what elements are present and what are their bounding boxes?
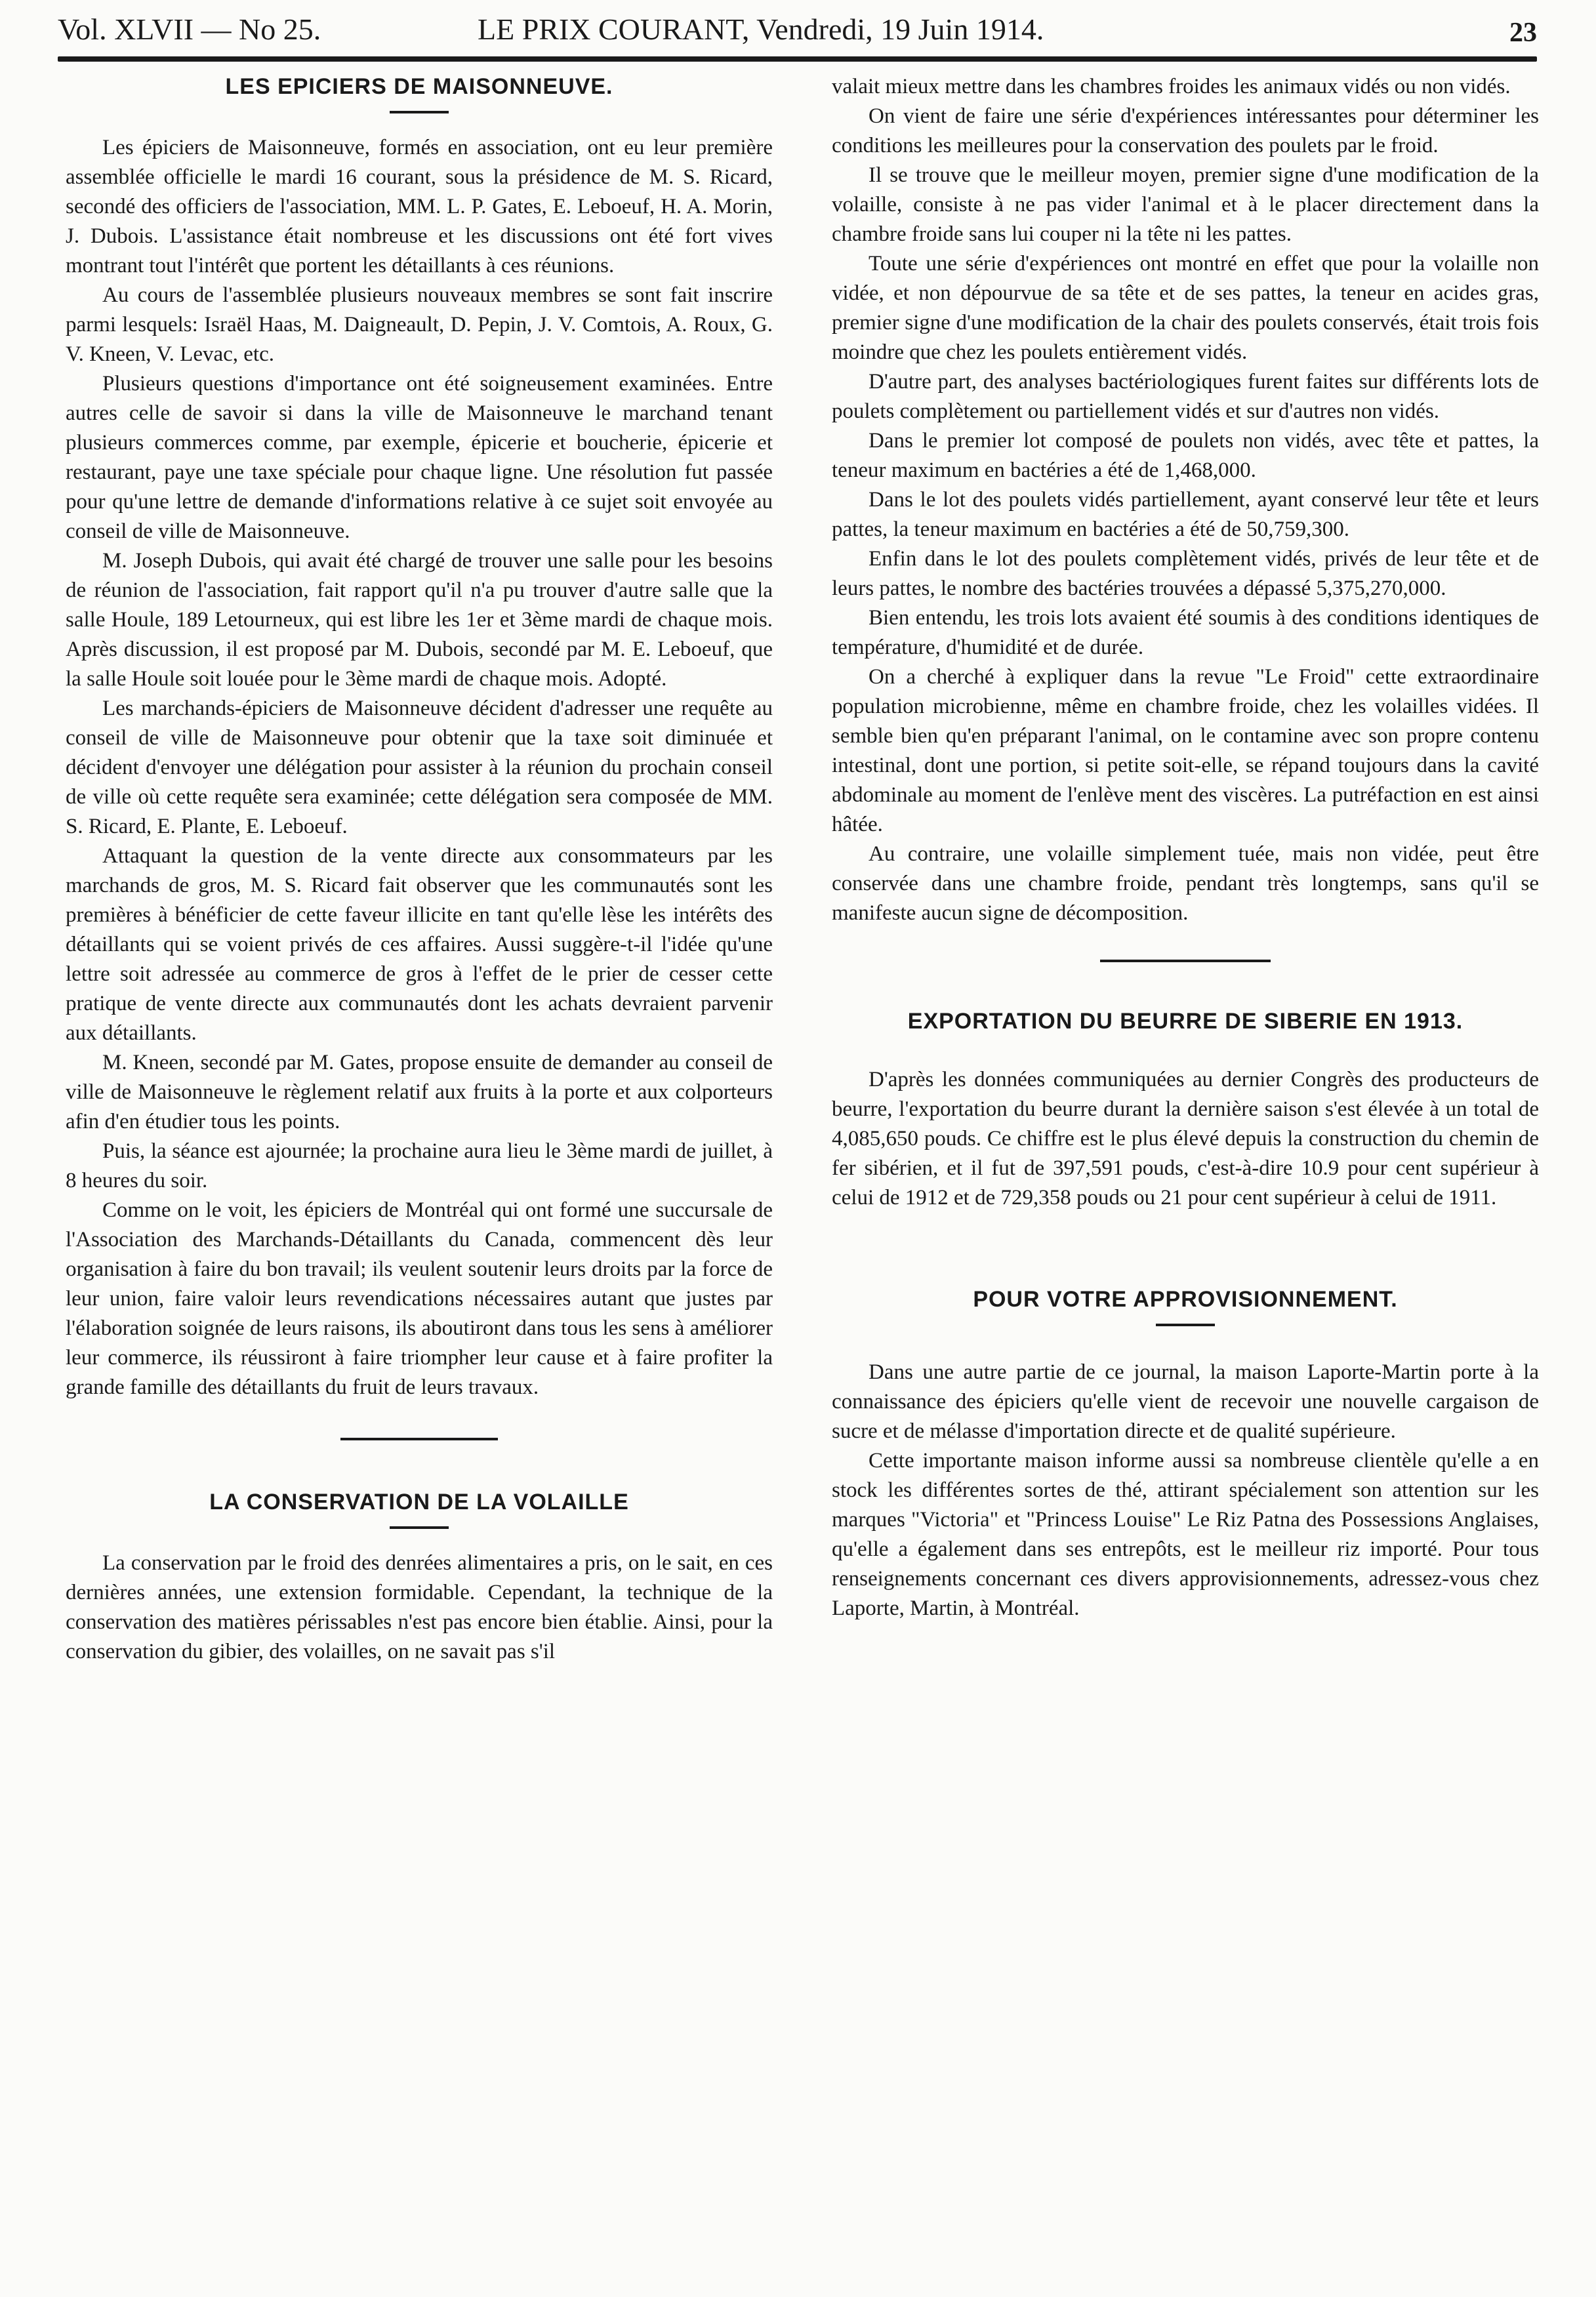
paragraph: Toute une série d'expériences ont montré en effet que pour la volaille non vidée, et non dépourvue de sa tête et de ses pattes, la teneur en acides gras, premier signe d'une modification de la chair des poulets conservés, était trois fois moindre que chez les poulets entièrement vidés. bbox=[832, 252, 1539, 364]
paragraph: Dans une autre partie de ce journal, la maison Laporte-Martin porte à la connaissance des épiciers qu'elle vient de recevoir une nouvelle cargaison de sucre et de mélasse d'importation directe et de qualité supérieure. bbox=[832, 1360, 1539, 1443]
paragraph: Cette importante maison informe aussi sa nombreuse clientèle qu'elle a en stock les différentes sortes de thé, attirant spécialement son attention sur les marques "Victoria" et "Princess Louise" Le Riz Patna des Possessions Anglaises, qu'elle a également dans ses entrepôts, est le meilleur riz importé. Pour tous renseignements concernant ces divers approvisionnements, adressez-vous chez Laporte, Martin, à Montréal. bbox=[832, 1449, 1539, 1620]
spacer bbox=[832, 1036, 1539, 1065]
article-title-beurre: EXPORTATION DU BEURRE DE SIBERIE EN 1913. bbox=[907, 1009, 1463, 1034]
paragraph-continued: valait mieux mettre dans les chambres froides les animaux vidés ou non vidés. bbox=[832, 75, 1511, 98]
paragraph: Puis, la séance est ajournée; la prochaine aura lieu le 3ème mardi de juillet, à 8 heures du soir. bbox=[66, 1139, 773, 1192]
paragraph: Au contraire, une volaille simplement tuée, mais non vidée, peut être conservée dans une chambre froide, pendant très longtemps, sans qu'il se manifeste aucun signe de décomposition. bbox=[832, 842, 1539, 925]
header-rule bbox=[58, 56, 1537, 62]
paragraph: Dans le lot des poulets vidés partiellement, ayant conservé leur tête et leurs pattes, la teneur maximum en bactéries a été de 50,759,300. bbox=[832, 488, 1539, 541]
title-underline bbox=[1156, 1324, 1215, 1326]
left-column bbox=[66, 72, 773, 1667]
paragraph: Attaquant la question de la vente directe aux consommateurs par les marchands de gros, M. S. Ricard fait observer que les communautés sont les premières à bénéficier de cette faveur illicite en tant qu'elle lèse les intérêts des détaillants qui se voient privés de ces affaires. Aussi suggère-t-il l'idée qu'une lettre soit adressée au commerce de gros à l'effet de le prier de cesser cette pratique de vente directe aux communautés dont les achats devraient parvenir aux détaillants. bbox=[66, 844, 773, 1045]
paragraph: Bien entendu, les trois lots avaient été soumis à des conditions identiques de température, d'humidité et de durée. bbox=[832, 606, 1539, 659]
paper-title-date: LE PRIX COURANT, Vendredi, 19 Juin 1914. bbox=[478, 12, 1044, 46]
volume-number: Vol. XLVII — No 25. bbox=[58, 12, 321, 46]
paragraph: D'après les données communiquées au dernier Congrès des producteurs de beurre, l'exportation du beurre durant la dernière saison s'est élevée à un total de 4,085,650 pouds. Ce chiffre est le plus élevé depuis la construction du chemin de fer sibérien, et il fut de 397,591 pouds, c'est-à-dire 10.9 pour cent supérieur à celui de 1912 et de 729,358 pouds ou 21 pour cent supérieur à celui de 1911. bbox=[832, 1068, 1539, 1209]
article-title-volaille: LA CONSERVATION DE LA VOLAILLE bbox=[209, 1490, 629, 1514]
paragraph: La conservation par le froid des denrées alimentaires a pris, on le sait, en ces dernières années, une extension formidable. Cependant, la technique de la conservation des matières périssables n'est pas encore bien établie. Ainsi, pour la conservation du gibier, des volailles, on ne savait pas s'il bbox=[66, 1551, 773, 1663]
title-underline bbox=[390, 111, 449, 113]
article-title-approvisionnement: POUR VOTRE APPROVISIONNEMENT. bbox=[973, 1287, 1398, 1312]
article-title-epiciers: LES EPICIERS DE MAISONNEUVE. bbox=[225, 74, 613, 99]
page-header bbox=[58, 12, 1537, 52]
spacer bbox=[832, 1213, 1539, 1285]
paragraph: Au cours de l'assemblée plusieurs nouveaux membres se sont fait inscrire parmi lesquels: Israël Haas, M. Daigneault, D. Pepin, J. V. Comtois, A. Roux, G. V. Kneen, V. Levac, etc. bbox=[66, 283, 773, 366]
section-separator bbox=[1100, 960, 1271, 962]
paragraph: Les épiciers de Maisonneuve, formés en association, ont eu leur première assemblée officielle le mardi 16 courant, sous la présidence de M. S. Ricard, secondé des officiers de l'association, MM. L. P. Gates, E. Leboeuf, H. A. Morin, J. Dubois. L'assistance était nombreuse et les discussions ont été fort vives montrant tout l'intérêt que portent les détaillants à ces réunions. bbox=[66, 136, 773, 277]
paragraph: M. Joseph Dubois, qui avait été chargé de trouver une salle pour les besoins de réunion de l'association, fait rapport qu'il n'a pu trouver d'autre salle que la salle Houle, 189 Letourneux, qui est libre les 1er et 3ème mardi de chaque mois. Après discussion, il est proposé par M. Dubois, secondé par M. E. Leboeuf, que la salle Houle soit louée pour le 3ème mardi de chaque mois. Adopté. bbox=[66, 549, 773, 691]
paragraph: Enfin dans le lot des poulets complètement vidés, privés de leur tête et de leurs pattes, le nombre des bactéries trouvées a dépassé 5,375,270,000. bbox=[832, 547, 1539, 600]
paragraph: On a cherché à expliquer dans la revue "Le Froid" cette extraordinaire population microbienne, même en chambre froide, chez les volailles vidées. Il semble bien qu'en préparant l'animal, on le contamine avec son propre contenu intestinal, dont une portion, si petite soit-elle, se répand toujours dans la cavité abdominale au moment de l'enlève ment des viscères. La putréfaction en est ainsi hâtée. bbox=[832, 665, 1539, 836]
title-underline bbox=[390, 1526, 449, 1529]
right-column bbox=[832, 72, 1539, 1623]
paragraph: Il se trouve que le meilleur moyen, premier signe d'une modification de la volaille, consiste à ne pas vider l'animal et à le placer directement dans la chambre froide sans lui couper ni la tête ni les pattes. bbox=[832, 163, 1539, 246]
paragraph: M. Kneen, secondé par M. Gates, propose ensuite de demander au conseil de ville de Maisonneuve le règlement relatif aux fruits à la porte et aux colporteurs afin d'en étudier tous les points. bbox=[66, 1051, 773, 1133]
paragraph: Les marchands-épiciers de Maisonneuve décident d'adresser une requête au conseil de ville de Maisonneuve pour obtenir que la taxe soit diminuée et décident d'envoyer une délégation pour assister à la réunion du prochain conseil de ville où cette requête sera examinée; cette délégation sera composée de MM. S. Ricard, E. Plante, E. Leboeuf. bbox=[66, 697, 773, 838]
paragraph: Dans le premier lot composé de poulets non vidés, avec tête et pattes, la teneur maximum en bactéries a été de 1,468,000. bbox=[832, 429, 1539, 482]
paragraph: Plusieurs questions d'importance ont été soigneusement examinées. Entre autres celle de savoir si dans la ville de Maisonneuve le marchand tenant plusieurs commerces comme, par exemple, épicerie et boucherie, épicerie et restaurant, paye une taxe spéciale pour chaque ligne. Une résolution fut passée pour qu'une lettre de demande d'informations relative à ce sujet soit envoyée au conseil de ville de Maisonneuve. bbox=[66, 372, 773, 543]
section-separator bbox=[340, 1438, 498, 1440]
paragraph: On vient de faire une série d'expériences intéressantes pour déterminer les conditions les meilleures pour la conservation des poulets par le froid. bbox=[832, 104, 1539, 157]
page-number: 23 bbox=[1509, 18, 1537, 48]
paragraph: Comme on le voit, les épiciers de Montréal qui ont formé une succursale de l'Association des Marchands-Détaillants du Canada, commencent dès leur organisation à faire du bon travail; ils veulent soutenir leurs droits par la force de leur union, faire valoir leurs revendications nécessaires autant que justes par l'élaboration soignée de leurs raisons, ils aboutiront dans tous les sens à améliorer leur commerce, ils réussiront à faire triompher leur cause et à faire profiter la grande famille des détaillants du fruit de leurs travaux. bbox=[66, 1198, 773, 1399]
paragraph: D'autre part, des analyses bactériologiques furent faites sur différents lots de poulets complètement ou partiellement vidés et sur d'autres non vidés. bbox=[832, 370, 1539, 423]
